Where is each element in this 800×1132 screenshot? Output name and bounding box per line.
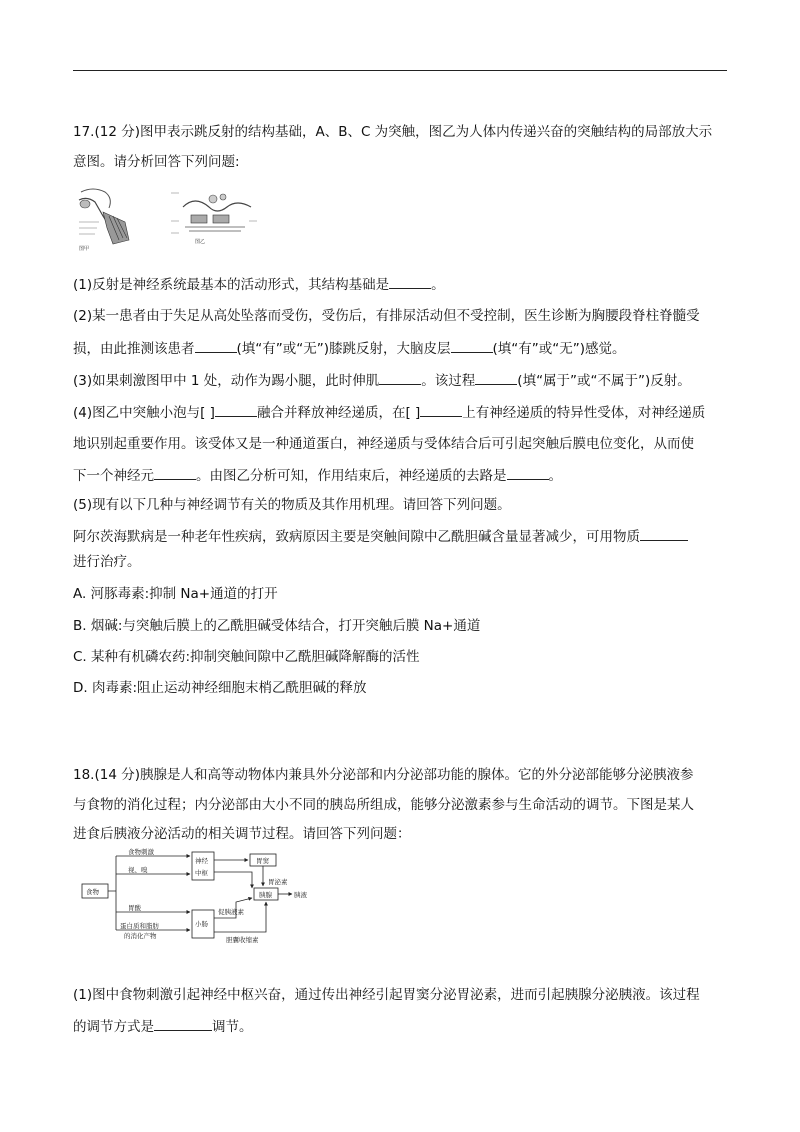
node-small-intestine: 小肠 (195, 920, 208, 928)
q17-sub3: (3)如果刺激图甲中 1 处，动作为踢小腿，此时伸肌 。该过程 (填“属于”或“不属于”)反射。 (73, 370, 691, 391)
pancreas-regulation-diagram (80, 848, 310, 948)
q18-line3: 进食后胰液分泌活动的相关调节过程。请回答下列问题： (73, 826, 411, 842)
node-nerve-label2: 中枢 (195, 869, 208, 877)
q17-sub5-line2: 阿尔茨海默病是一种老年性疾病，致病原因主要是突触间隙中乙酰胆碱含量显著减少，可用物质 (73, 526, 688, 547)
q18-sub1-line1: (1)图中食物刺激引起神经中枢兴奋，通过传出神经引起胃窦分泌胃泌素，进而引起胰腺分泌胰液。该过程 (73, 987, 700, 1003)
synapse-figure (165, 185, 260, 245)
q17-line2: 意图。请分析回答下列问题: (73, 154, 240, 170)
label-secretin: 促胰液素 (218, 908, 244, 916)
node-nerve-label1: 神经 (195, 857, 208, 865)
q18-line1: 18.(14 分)胰腺是人和高等动物体内兼具外分泌部和内分泌部功能的腺体。它的外分泌部能够分泌胰液参 (73, 767, 694, 783)
node-food: 食物 (86, 888, 99, 896)
q17-sub5-line1: (5)现有以下几种与神经调节有关的物质及其作用机理。请回答下列问题。 (73, 497, 511, 513)
answer-blank[interactable] (154, 1016, 212, 1031)
answer-blank[interactable] (389, 274, 431, 289)
figure-label-jia: 图甲 (79, 246, 90, 252)
option-b: B. 烟碱:与突触后膜上的乙酰胆碱受体结合，打开突触后膜 Na+通道 (73, 618, 481, 634)
q17-sub4-line2: 地识别起重要作用。该受体又是一种通道蛋白，神经递质与受体结合后可引起突触后膜电位变化，从而使 (73, 436, 694, 452)
label-food-stimulus: 食物刺激 (128, 848, 154, 856)
top-rule (73, 70, 727, 71)
answer-blank[interactable] (507, 465, 549, 480)
label-cck: 胆囊收缩素 (226, 936, 259, 944)
option-a: A. 河豚毒素:抑制 Na+通道的打开 (73, 586, 278, 602)
answer-blank[interactable] (451, 338, 493, 353)
q17-sub2-line1: (2)某一患者由于失足从高处坠落而受伤，受伤后，有排尿活动但不受控制，医生诊断为胸腰段脊柱脊髓受 (73, 308, 700, 324)
label-protein-fat: 蛋白质和脂肪 (120, 922, 159, 930)
q18-line2: 与食物的消化过程；内分泌部由大小不同的胰岛所组成，能够分泌激素参与生命活动的调节。下图是某人 (73, 797, 694, 813)
q17-sub1: (1)反射是神经系统最基本的活动形式，其结构基础是 。 (73, 274, 445, 295)
label-gastric-acid: 胃酸 (128, 904, 141, 912)
answer-blank[interactable] (420, 402, 462, 417)
answer-blank[interactable] (195, 338, 237, 353)
option-d: D. 肉毒素:阻止运动神经细胞末梢乙酰胆碱的释放 (73, 680, 367, 696)
node-antrum: 胃窦 (256, 857, 269, 865)
q17-sub4-line3: 下一个神经元 。由图乙分析可知，作用结束后，神经递质的去路是 。 (73, 465, 562, 486)
node-pancreas: 胰腺 (259, 891, 272, 899)
figure-label-yi: 图乙 (195, 239, 206, 245)
q17-sub2-line2: 损，由此推测该患者 (填“有”或“无”)膝跳反射，大脑皮层 (填“有”或“无”)感觉。 (73, 338, 626, 359)
label-see-smell: 视、嗅 (128, 866, 148, 874)
option-c: C. 某种有机磷农药:抑制突触间隙中乙酰胆碱降解酶的活性 (73, 649, 420, 665)
q18-sub1-line2: 的调节方式是 调节。 (73, 1016, 253, 1037)
label-pancreatic-juice: 胰液 (294, 891, 307, 899)
answer-blank[interactable] (215, 402, 257, 417)
q17-sub5-line3: 进行治疗。 (73, 554, 141, 570)
label-digestion-products: 的消化产物 (124, 932, 157, 940)
answer-blank[interactable] (154, 465, 196, 480)
answer-blank[interactable] (379, 370, 421, 385)
answer-blank[interactable] (475, 370, 517, 385)
reflex-arc-figure (73, 182, 143, 254)
q17-sub4-line1: (4)图乙中突触小泡与[ ] 融合并释放神经递质，在[ ] 上有神经递质的特异性受体，对神经递质 (73, 402, 705, 423)
label-gastrin: 胃泌素 (268, 878, 288, 886)
answer-blank[interactable] (640, 526, 688, 541)
q17-line1: 17.(12 分)图甲表示跳反射的结构基础，A、B、C 为突触，图乙为人体内传递兴奋的突触结构的局部放大示 (73, 124, 713, 140)
